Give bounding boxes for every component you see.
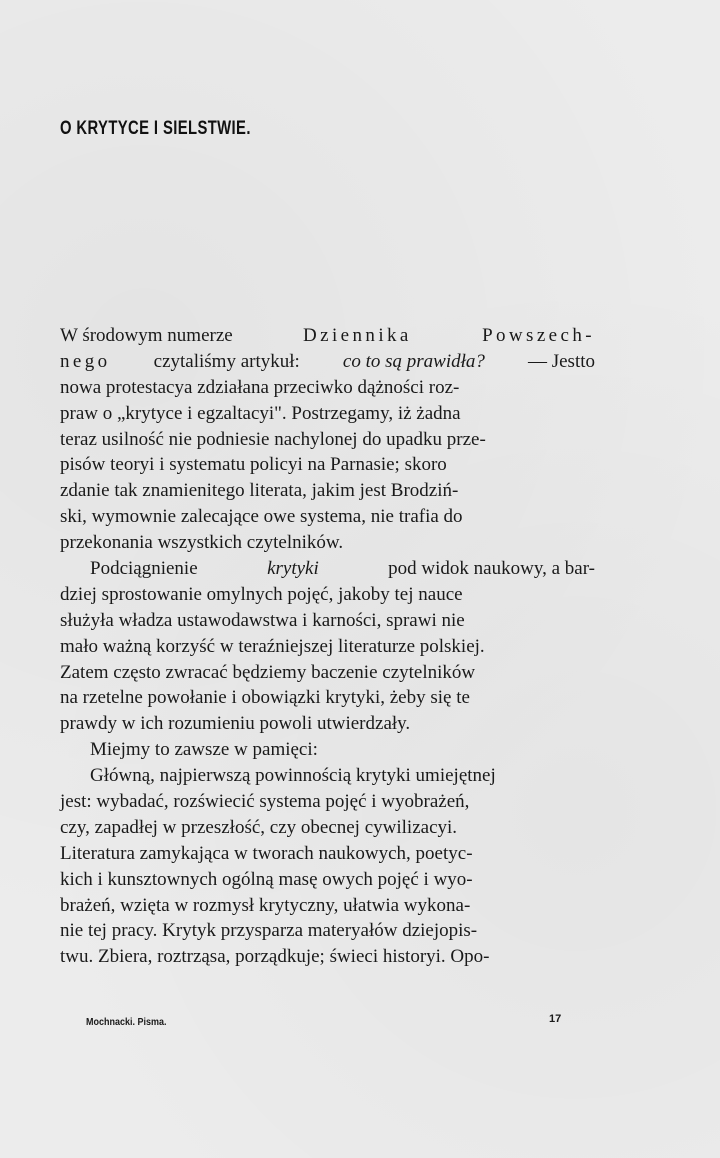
text-line [60,634,595,660]
text-line [60,323,595,349]
text-fragment: — Jestto [527,350,595,372]
text-fragment: twu. Zbiera, roztrząsa, porządkuje; świeci historyi. Opo- [60,946,490,968]
text-line [60,504,595,530]
text-line [60,608,595,634]
text-fragment: przekonania wszystkich czytelników. [60,532,344,554]
text-line [60,478,595,504]
text-line [60,789,595,815]
text-line [60,401,595,427]
page-number: 17 [549,1013,562,1025]
text-fragment: służyła władza ustawodawstwa i karności, sprawi nie [60,609,465,631]
text-fragment: kich i kunsztownych ogólną masę owych pojęć i wyo- [60,868,473,890]
text-fragment: praw o „krytyce i egzaltacyi". Postrzegamy, iż żadna [60,402,461,424]
text-fragment-italic: krytyki [267,558,319,580]
text-line [60,375,595,401]
text-line [60,944,595,970]
text-fragment: Miejmy to zawsze w pamięci: [90,739,318,761]
text-line [60,660,595,686]
printer-signature: Mochnacki. Pisma. [86,1017,167,1028]
text-fragment: W środowym numerze [60,325,233,346]
text-line [60,349,595,375]
text-fragment: czytaliśmy artykuł: [153,350,300,372]
text-line [60,685,595,711]
text-line [60,452,595,478]
text-line [60,867,595,893]
text-fragment-spaced: Dziennika [303,325,412,346]
text-fragment-italic: co to są prawidła? [342,350,485,372]
text-fragment: jest: wybadać, rozświecić systema pojęć i wyobrażeń, [60,791,470,813]
text-line [60,582,595,608]
text-fragment: nowa protestacya zdziałana przeciwko dążności roz- [60,376,460,398]
text-line [60,841,595,867]
text-line [60,763,595,789]
text-line [60,893,595,919]
text-fragment-spaced: nego [60,350,111,372]
text-fragment: Podciągnienie [90,558,198,580]
body-text [60,323,595,970]
text-line [60,711,595,737]
text-fragment: dziej sprostowanie omylnych pojęć, jakoby tej nauce [60,583,463,605]
text-fragment: pod widok naukowy, a bar- [388,558,595,580]
text-fragment: Literatura zamykająca w tworach naukowych, poetyc- [60,842,473,864]
text-fragment: teraz usilność nie podniesie nachylonej do upadku prze- [60,428,486,450]
text-line [60,918,595,944]
text-fragment: brażeń, wzięta w rozmysł krytyczny, ułatwia wykona- [60,894,471,916]
text-fragment: zdanie tak znamienitego literata, jakim jest Brodziń- [60,480,459,502]
text-fragment: ski, wymownie zalecające owe systema, nie trafia do [60,506,463,528]
text-fragment-spaced: Powszech- [482,325,595,346]
text-fragment: Główną, najpierwszą powinnością krytyki umiejętnej [90,765,496,787]
text-line [60,427,595,453]
text-fragment: Zatem często zwracać będziemy baczenie czytelników [60,661,476,683]
text-line [60,530,595,556]
text-line [60,556,595,582]
text-fragment: mało ważną korzyść w teraźniejszej literaturze polskiej. [60,635,485,657]
text-line [60,737,595,763]
text-fragment: prawdy w ich rozumieniu powoli utwierdzały. [60,713,411,735]
chapter-heading: O KRYTYCE I SIELSTWIE. [60,118,251,139]
text-fragment: na rzetelne powołanie i obowiązki krytyki, żeby się te [60,687,470,709]
text-fragment: nie tej pracy. Krytyk przysparza materyałów dziejopis- [60,920,478,942]
text-fragment: czy, zapadłej w przeszłość, czy obecnej cywilizacyi. [60,816,458,838]
text-fragment: pisów teoryi i systematu policyi na Parnasie; skoro [60,454,447,476]
text-line [60,815,595,841]
